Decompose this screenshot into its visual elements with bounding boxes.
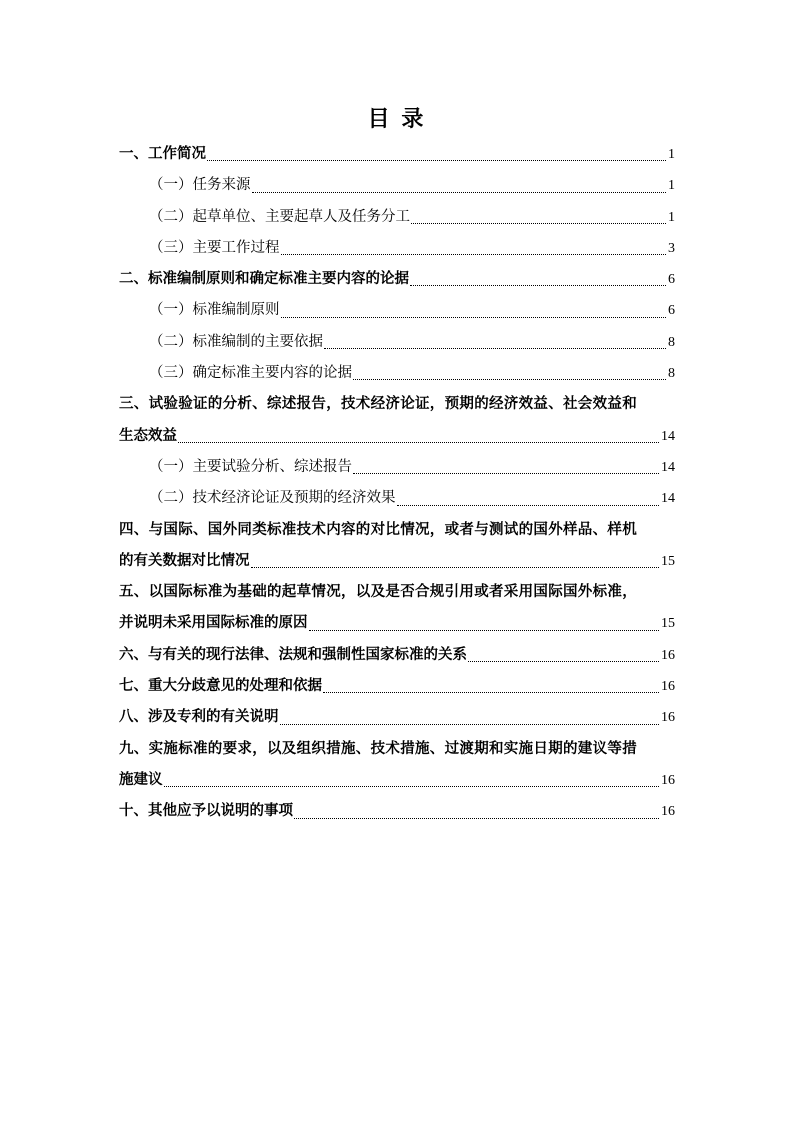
dot-leader — [323, 692, 659, 693]
toc-entry-1-3[interactable] — [119, 233, 675, 264]
toc-page-number: 16 — [661, 772, 675, 788]
toc-entry-text: 六、与有关的现行法律、法规和强制性国家标准的关系 — [119, 646, 467, 663]
toc-entry-text: （二）技术经济论证及预期的经济效果 — [149, 490, 396, 507]
toc-page-number: 1 — [668, 147, 675, 162]
toc-entry-text: 并说明未采用国际标准的原因 — [119, 615, 308, 632]
toc-entry-2[interactable] — [119, 264, 675, 295]
toc-page-number: 14 — [661, 428, 675, 444]
toc-entry-4-line-2[interactable] — [119, 546, 675, 577]
toc-entry-5-line-2[interactable] — [119, 608, 675, 639]
dot-leader — [353, 473, 659, 474]
dot-leader — [294, 818, 659, 819]
toc-entry-text: 四、与国际、国外同类标准技术内容的对比情况，或者与测试的国外样品、样机 — [119, 521, 637, 538]
dot-leader — [281, 317, 667, 318]
dot-leader — [397, 505, 660, 506]
toc-entry-2-1[interactable] — [119, 295, 675, 326]
toc-entry-text: 九、实施标准的要求，以及组织措施、技术措施、过渡期和实施日期的建议等措 — [119, 740, 637, 757]
toc-entry-text: 三、试验验证的分析、综述报告，技术经济论证，预期的经济效益、社会效益和 — [119, 396, 637, 413]
toc-entry-1[interactable] — [119, 139, 675, 170]
toc-page-number: 1 — [668, 209, 675, 225]
toc-page-number: 16 — [661, 647, 675, 663]
toc-entry-text: 施建议 — [119, 771, 163, 788]
toc-entry-text: 五、以国际标准为基础的起草情况，以及是否合规引用或者采用国际国外标准， — [119, 584, 637, 601]
toc-entry-1-1[interactable] — [119, 170, 675, 201]
toc-entry-text: （二）标准编制的主要依据 — [149, 333, 323, 350]
toc-page-number: 14 — [661, 491, 675, 507]
toc-entry-text: 七、重大分歧意见的处理和依据 — [119, 678, 322, 695]
toc-entry-3-line-1[interactable] — [119, 389, 675, 420]
toc-page-number: 8 — [668, 366, 675, 382]
dot-leader — [207, 160, 666, 161]
toc-entry-4-line-1[interactable] — [119, 515, 675, 546]
dot-leader — [353, 379, 666, 380]
toc-entry-text: 二、标准编制原则和确定标准主要内容的论据 — [119, 271, 409, 288]
toc-page-number: 15 — [661, 616, 675, 632]
dot-leader — [410, 285, 666, 286]
toc-entry-text: 的有关数据对比情况 — [119, 552, 250, 569]
page-title: 目 录 — [367, 107, 426, 132]
toc-page-number: 16 — [661, 710, 675, 726]
toc-entry-text: 十、其他应予以说明的事项 — [119, 803, 293, 820]
dot-leader — [252, 192, 667, 193]
toc-entry-3-1[interactable] — [119, 452, 675, 483]
toc-page-number: 6 — [668, 303, 675, 319]
toc-entry-10[interactable] — [119, 796, 675, 827]
dot-leader — [164, 786, 660, 787]
dot-leader — [280, 724, 660, 725]
table-of-contents — [119, 139, 675, 828]
toc-entry-5-line-1[interactable] — [119, 577, 675, 608]
toc-entry-text: 一、工作简况 — [119, 146, 206, 162]
toc-entry-3-line-2[interactable] — [119, 421, 675, 452]
toc-entry-text: （一）主要试验分析、综述报告 — [149, 458, 352, 475]
toc-page-number: 1 — [668, 178, 675, 194]
toc-page-number: 16 — [661, 679, 675, 695]
dot-leader — [309, 630, 660, 631]
toc-entry-7[interactable] — [119, 671, 675, 702]
toc-entry-6[interactable] — [119, 640, 675, 671]
dot-leader — [468, 661, 659, 662]
toc-entry-text: （三）确定标准主要内容的论据 — [149, 365, 352, 382]
dot-leader — [411, 223, 666, 224]
toc-page-number: 6 — [668, 272, 675, 288]
toc-entry-text: 生态效益 — [119, 427, 177, 444]
toc-page-number: 15 — [661, 553, 675, 569]
toc-entry-2-3[interactable] — [119, 358, 675, 389]
toc-page-number: 8 — [668, 334, 675, 350]
toc-entry-9-line-2[interactable] — [119, 765, 675, 796]
toc-entry-1-2[interactable] — [119, 202, 675, 233]
dot-leader — [251, 567, 660, 568]
toc-entry-text: （一）标准编制原则 — [149, 302, 280, 319]
toc-page-number: 3 — [668, 240, 675, 256]
toc-page-number: 16 — [661, 804, 675, 820]
toc-entry-8[interactable] — [119, 702, 675, 733]
toc-entry-text: （三）主要工作过程 — [149, 239, 280, 256]
toc-entry-text: （一）任务来源 — [149, 177, 251, 194]
dot-leader — [178, 442, 659, 443]
toc-page-number: 14 — [661, 459, 675, 475]
toc-entry-2-2[interactable] — [119, 327, 675, 358]
dot-leader — [281, 254, 667, 255]
toc-entry-text: 八、涉及专利的有关说明 — [119, 709, 279, 726]
dot-leader — [324, 348, 666, 349]
toc-entry-9-line-1[interactable] — [119, 734, 675, 765]
toc-entry-text: （二）起草单位、主要起草人及任务分工 — [149, 208, 410, 225]
toc-entry-3-2[interactable] — [119, 483, 675, 514]
